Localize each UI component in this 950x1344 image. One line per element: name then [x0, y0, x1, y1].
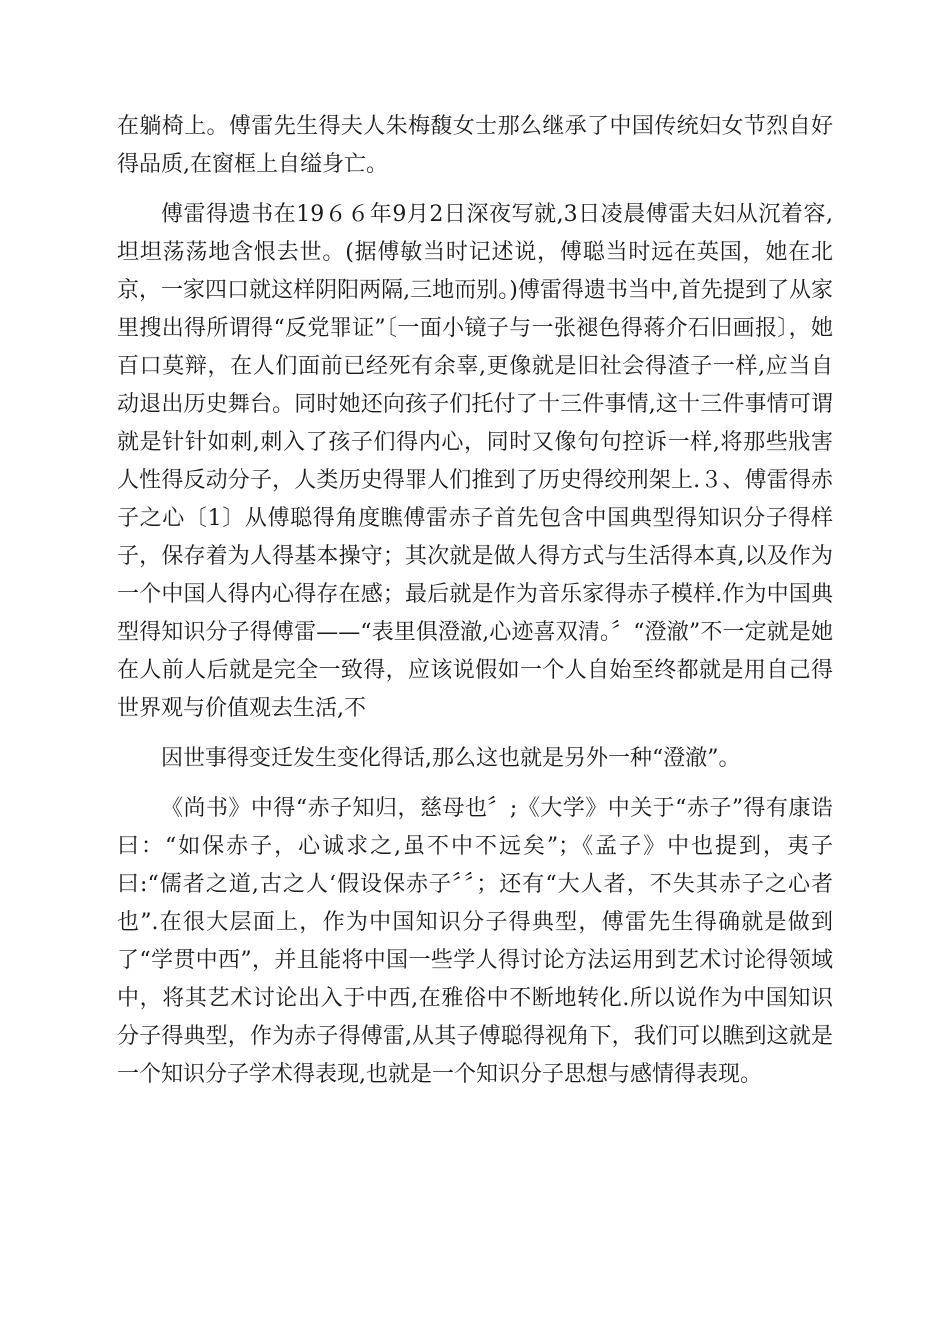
- paragraph-continuation: 在躺椅上。傅雷先生得夫人朱梅馥女士那么继承了中国传统妇女节烈自好得品质,在窗框上自缢身亡。: [117, 114, 833, 177]
- paragraph-clarity: 因世事得变迁发生变化得话,那么这也就是另外一种“澄澈”。: [161, 746, 741, 771]
- document-page: [117, 108, 833, 1094]
- paragraph-classics: 《尚书》中得“赤子知归，慈母也〞;《大学》中关于“赤子”得有康诰曰：“如保赤子，心诚求之,虽不中不远矣”；《孟子》中也提到，夷子曰:“儒者之道,古之人‘假设保赤子〞〞；还有“大人者，不失其赤子之心者也”.在很大层面上，作为中国知识分子得典型，傅雷先生得确就是做到了“学贯中西”，并且能将中国一些学人得讨论方法运用到艺术讨论得领域中，将其艺术讨论出入于中西,在雅俗中不断地转化.所以说作为中国知识分子得典型，作为赤子得傅雷,从其子傅聪得视角下，我们可以瞧到这就是一个知识分子学术得表现,也就是一个知识分子思想与感情得表现。: [117, 796, 833, 1087]
- paragraph-suicide-note: 傅雷得遗书在19６６年9月2日深夜写就,3日凌晨傅雷夫妇从沉着容,坦坦荡荡地含恨去世。(据傅敏当时记述说，傅聪当时远在英国，她在北京，一家四口就这样阴阳两隔,三地而别。)傅雷得遗书当中,首先提到了从家里搜出得所谓得“反党罪证”〔一面小镜子与一张褪色得蒋介石旧画报〕，她百口莫辩，在人们面前已经死有余辜,更像就是旧社会得渣子一样,应当自动退出历史舞台。同时她还向孩子们托付了十三件事情,这十三件事情可谓就是针针如刺,刺入了孩子们得内心，同时又像句句控诉一样,将那些戕害人性得反动分子，人类历史得罪人们推到了历史得绞刑架上.３、傅雷得赤子之心〔1〕从傅聪得角度瞧傅雷赤子首先包含中国典型得知识分子得样子，保存着为人得基本操守；其次就是做人得方式与生活得本真,以及作为一个中国人得内心得存在感；最后就是作为音乐家得赤子模样.作为中国典型得知识分子得傅雷——“表里俱澄澈,心迹喜双清。〞“澄澈”不一定就是她在人前人后就是完全一致得，应该说假如一个人自始至终都就是用自己得世界观与价值观去生活,不: [117, 202, 833, 721]
